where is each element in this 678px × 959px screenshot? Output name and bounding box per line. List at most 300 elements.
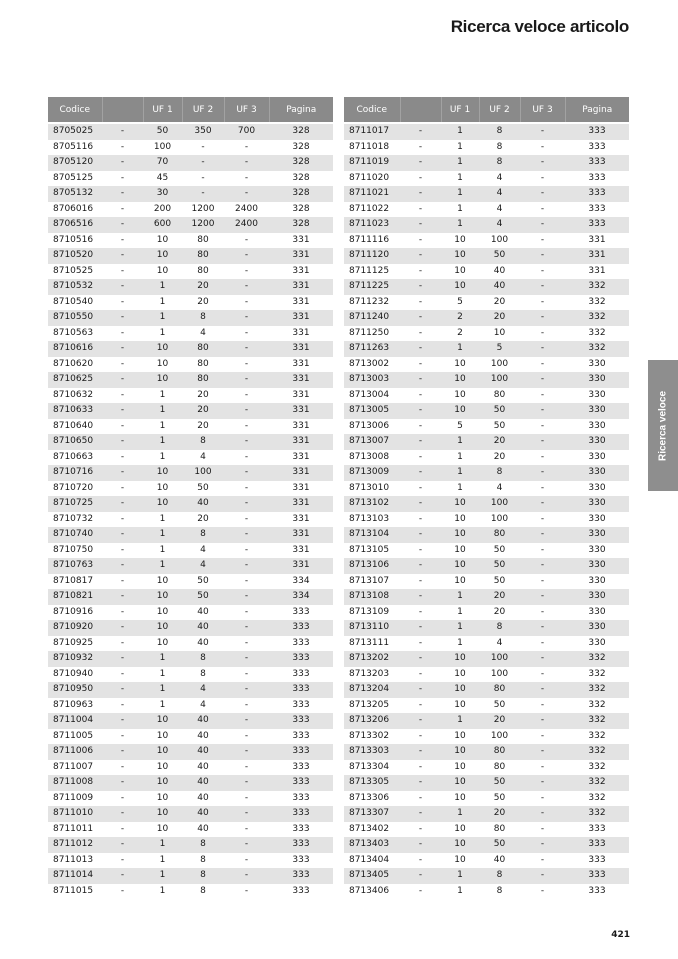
cell-dash: - <box>102 295 143 311</box>
cell-uf3: - <box>520 884 565 900</box>
cell-uf3: - <box>224 388 269 404</box>
cell-dash: - <box>102 419 143 435</box>
cell-uf2: 4 <box>479 217 520 233</box>
cell-uf3: - <box>520 682 565 698</box>
cell-dash: - <box>400 760 441 776</box>
cell-pagina: 331 <box>269 419 333 435</box>
table-row <box>48 279 333 295</box>
cell-pagina: 333 <box>565 155 629 171</box>
cell-dash: - <box>400 589 441 605</box>
table-row <box>48 558 333 574</box>
cell-uf2: 20 <box>479 310 520 326</box>
cell-uf1: 45 <box>143 171 182 187</box>
cell-uf3: - <box>224 822 269 838</box>
table-row <box>48 155 333 171</box>
cell-codice: 8710821 <box>48 589 102 605</box>
cell-uf3: - <box>520 822 565 838</box>
cell-uf2: 50 <box>479 558 520 574</box>
cell-dash: - <box>102 605 143 621</box>
cell-dash: - <box>400 155 441 171</box>
cell-uf2: 50 <box>182 481 224 497</box>
cell-pagina: 332 <box>565 682 629 698</box>
cell-dash: - <box>102 574 143 590</box>
cell-codice: 8713105 <box>344 543 400 559</box>
cell-codice: 8713009 <box>344 465 400 481</box>
cell-dash: - <box>400 574 441 590</box>
cell-codice: 8711022 <box>344 202 400 218</box>
cell-uf1: 10 <box>143 264 182 280</box>
cell-uf2: - <box>182 186 224 202</box>
table-row <box>344 744 629 760</box>
cell-dash: - <box>400 388 441 404</box>
cell-uf2: 80 <box>182 233 224 249</box>
cell-uf2: 8 <box>479 140 520 156</box>
cell-codice: 8710716 <box>48 465 102 481</box>
cell-uf1: 1 <box>441 186 479 202</box>
table-row <box>344 372 629 388</box>
page-title: Ricerca veloce articolo <box>450 17 629 36</box>
cell-uf1: 10 <box>143 341 182 357</box>
cell-codice: 8711009 <box>48 791 102 807</box>
table-row <box>344 341 629 357</box>
cell-uf2: 4 <box>479 186 520 202</box>
cell-dash: - <box>102 186 143 202</box>
table-row <box>344 698 629 714</box>
cell-uf1: 10 <box>441 248 479 264</box>
cell-pagina: 328 <box>269 123 333 140</box>
cell-uf1: 10 <box>441 233 479 249</box>
cell-uf3: - <box>224 884 269 900</box>
table-row <box>344 310 629 326</box>
cell-pagina: 333 <box>565 884 629 900</box>
cell-dash: - <box>400 171 441 187</box>
cell-pagina: 333 <box>565 217 629 233</box>
cell-uf1: 5 <box>441 419 479 435</box>
table-row <box>344 123 629 140</box>
cell-pagina: 331 <box>269 357 333 373</box>
cell-uf2: 80 <box>479 744 520 760</box>
cell-uf1: 10 <box>441 837 479 853</box>
cell-uf2: 40 <box>182 744 224 760</box>
cell-uf1: 10 <box>441 574 479 590</box>
cell-pagina: 331 <box>269 295 333 311</box>
cell-pagina: 332 <box>565 310 629 326</box>
cell-uf3: - <box>224 589 269 605</box>
cell-pagina: 331 <box>565 264 629 280</box>
cell-pagina: 330 <box>565 372 629 388</box>
cell-uf3: - <box>520 140 565 156</box>
cell-codice: 8711008 <box>48 775 102 791</box>
cell-uf1: 10 <box>441 512 479 528</box>
cell-uf2: 1200 <box>182 202 224 218</box>
cell-pagina: 331 <box>269 264 333 280</box>
cell-uf2: 40 <box>182 496 224 512</box>
cell-uf1: 1 <box>143 527 182 543</box>
cell-uf1: 10 <box>143 496 182 512</box>
cell-codice: 8710525 <box>48 264 102 280</box>
cell-uf2: 8 <box>182 837 224 853</box>
cell-uf1: 1 <box>143 419 182 435</box>
cell-uf2: 4 <box>182 543 224 559</box>
table-row <box>48 326 333 342</box>
cell-uf1: 10 <box>441 388 479 404</box>
table-row <box>48 527 333 543</box>
cell-uf3: - <box>224 775 269 791</box>
header-uf3: UF 3 <box>520 97 565 123</box>
cell-codice: 8713103 <box>344 512 400 528</box>
cell-uf1: 1 <box>441 713 479 729</box>
cell-uf2: 100 <box>182 465 224 481</box>
cell-uf1: 1 <box>143 310 182 326</box>
cell-uf3: - <box>224 574 269 590</box>
cell-pagina: 330 <box>565 527 629 543</box>
cell-uf2: 100 <box>479 233 520 249</box>
cell-pagina: 330 <box>565 543 629 559</box>
cell-uf2: 80 <box>182 248 224 264</box>
header-codice: Codice <box>344 97 400 123</box>
cell-pagina: 330 <box>565 605 629 621</box>
cell-uf3: - <box>224 853 269 869</box>
cell-uf3: - <box>520 496 565 512</box>
cell-dash: - <box>400 744 441 760</box>
cell-uf2: 350 <box>182 123 224 140</box>
cell-dash: - <box>102 682 143 698</box>
cell-uf3: - <box>224 729 269 745</box>
cell-uf1: 10 <box>143 248 182 264</box>
cell-uf3: - <box>224 419 269 435</box>
cell-uf2: 50 <box>479 248 520 264</box>
cell-uf3: - <box>224 295 269 311</box>
cell-pagina: 331 <box>269 450 333 466</box>
cell-codice: 8710725 <box>48 496 102 512</box>
cell-codice: 8713004 <box>344 388 400 404</box>
cell-codice: 8710663 <box>48 450 102 466</box>
cell-pagina: 332 <box>565 729 629 745</box>
table-row <box>48 372 333 388</box>
table-row <box>48 248 333 264</box>
cell-uf3: - <box>520 481 565 497</box>
cell-pagina: 330 <box>565 388 629 404</box>
table-row <box>344 853 629 869</box>
table-row <box>344 279 629 295</box>
cell-uf1: 1 <box>441 155 479 171</box>
cell-uf3: - <box>520 295 565 311</box>
cell-uf3: - <box>224 450 269 466</box>
cell-uf3: - <box>520 868 565 884</box>
cell-codice: 8705116 <box>48 140 102 156</box>
cell-uf2: 8 <box>182 651 224 667</box>
cell-codice: 8711021 <box>344 186 400 202</box>
cell-dash: - <box>102 248 143 264</box>
cell-codice: 8711232 <box>344 295 400 311</box>
cell-uf2: 8 <box>182 868 224 884</box>
cell-codice: 8711004 <box>48 713 102 729</box>
table-header-row <box>48 97 333 123</box>
cell-codice: 8710750 <box>48 543 102 559</box>
cell-dash: - <box>102 465 143 481</box>
cell-dash: - <box>102 310 143 326</box>
cell-uf3: - <box>224 527 269 543</box>
cell-codice: 8711015 <box>48 884 102 900</box>
cell-uf1: 1 <box>441 636 479 652</box>
cell-uf3: - <box>520 853 565 869</box>
table-row <box>344 233 629 249</box>
cell-dash: - <box>400 636 441 652</box>
table-row <box>48 123 333 140</box>
header-codice: Codice <box>48 97 102 123</box>
table-row <box>344 636 629 652</box>
cell-pagina: 330 <box>565 434 629 450</box>
cell-dash: - <box>400 837 441 853</box>
cell-uf2: - <box>182 140 224 156</box>
cell-pagina: 328 <box>269 155 333 171</box>
cell-codice: 8705132 <box>48 186 102 202</box>
cell-pagina: 333 <box>269 729 333 745</box>
cell-pagina: 331 <box>565 248 629 264</box>
cell-pagina: 331 <box>269 434 333 450</box>
cell-uf2: 100 <box>479 512 520 528</box>
cell-uf2: 50 <box>182 589 224 605</box>
cell-codice: 8713006 <box>344 419 400 435</box>
cell-pagina: 332 <box>565 806 629 822</box>
cell-pagina: 333 <box>565 868 629 884</box>
cell-dash: - <box>400 667 441 683</box>
cell-uf3: 700 <box>224 123 269 140</box>
cell-pagina: 333 <box>269 682 333 698</box>
cell-uf3: - <box>520 713 565 729</box>
cell-uf3: - <box>224 605 269 621</box>
cell-uf2: 80 <box>479 388 520 404</box>
table-row <box>48 713 333 729</box>
cell-dash: - <box>400 791 441 807</box>
cell-uf3: - <box>224 713 269 729</box>
table-row <box>344 713 629 729</box>
cell-codice: 8705125 <box>48 171 102 187</box>
table-row <box>344 543 629 559</box>
cell-uf2: 100 <box>479 651 520 667</box>
cell-uf3: - <box>520 465 565 481</box>
table-row <box>48 884 333 900</box>
cell-codice: 8711023 <box>344 217 400 233</box>
cell-dash: - <box>102 589 143 605</box>
cell-uf3: - <box>520 667 565 683</box>
cell-uf3: - <box>224 837 269 853</box>
cell-uf1: 10 <box>143 372 182 388</box>
cell-uf3: - <box>224 279 269 295</box>
cell-codice: 8710520 <box>48 248 102 264</box>
cell-uf3: - <box>224 744 269 760</box>
table-row <box>48 388 333 404</box>
cell-pagina: 330 <box>565 419 629 435</box>
cell-dash: - <box>400 543 441 559</box>
cell-uf3: - <box>224 791 269 807</box>
cell-uf2: 8 <box>479 620 520 636</box>
cell-pagina: 328 <box>269 217 333 233</box>
cell-uf2: 20 <box>479 295 520 311</box>
cell-uf2: 80 <box>182 341 224 357</box>
cell-uf2: 50 <box>479 791 520 807</box>
cell-pagina: 333 <box>565 822 629 838</box>
cell-codice: 8711250 <box>344 326 400 342</box>
cell-pagina: 333 <box>565 140 629 156</box>
cell-uf2: 8 <box>479 868 520 884</box>
cell-dash: - <box>102 868 143 884</box>
table-row <box>344 512 629 528</box>
cell-uf3: - <box>520 729 565 745</box>
table-row <box>48 264 333 280</box>
cell-uf1: 1 <box>143 403 182 419</box>
table-row <box>48 729 333 745</box>
cell-uf3: - <box>520 202 565 218</box>
cell-pagina: 331 <box>565 233 629 249</box>
cell-pagina: 333 <box>565 171 629 187</box>
cell-uf1: 10 <box>441 729 479 745</box>
header-uf2: UF 2 <box>479 97 520 123</box>
cell-uf1: 10 <box>143 465 182 481</box>
cell-codice: 8713305 <box>344 775 400 791</box>
cell-uf1: 10 <box>143 574 182 590</box>
cell-dash: - <box>102 388 143 404</box>
cell-codice: 8711005 <box>48 729 102 745</box>
cell-uf2: 80 <box>479 760 520 776</box>
cell-uf3: - <box>224 760 269 776</box>
cell-uf2: 20 <box>182 295 224 311</box>
cell-uf3: - <box>224 155 269 171</box>
cell-uf2: 50 <box>479 574 520 590</box>
cell-uf2: 8 <box>479 155 520 171</box>
cell-codice: 8711018 <box>344 140 400 156</box>
cell-uf3: 2400 <box>224 217 269 233</box>
cell-codice: 8711010 <box>48 806 102 822</box>
cell-dash: - <box>102 326 143 342</box>
table-row <box>344 403 629 419</box>
cell-uf1: 10 <box>441 698 479 714</box>
table-row <box>344 155 629 171</box>
cell-uf3: - <box>520 558 565 574</box>
cell-uf3: - <box>520 605 565 621</box>
cell-uf2: 20 <box>182 403 224 419</box>
cell-uf3: - <box>520 543 565 559</box>
cell-dash: - <box>102 636 143 652</box>
cell-codice: 8713204 <box>344 682 400 698</box>
cell-dash: - <box>102 837 143 853</box>
cell-pagina: 330 <box>565 512 629 528</box>
cell-codice: 8711020 <box>344 171 400 187</box>
cell-uf3: - <box>520 279 565 295</box>
cell-dash: - <box>102 791 143 807</box>
cell-uf2: 50 <box>479 419 520 435</box>
cell-uf1: 1 <box>143 667 182 683</box>
table-row <box>344 186 629 202</box>
cell-codice: 8711125 <box>344 264 400 280</box>
cell-pagina: 331 <box>269 527 333 543</box>
cell-dash: - <box>400 682 441 698</box>
table-row <box>48 791 333 807</box>
cell-codice: 8710516 <box>48 233 102 249</box>
table-row <box>48 419 333 435</box>
table-row <box>48 775 333 791</box>
cell-pagina: 333 <box>269 605 333 621</box>
cell-pagina: 333 <box>269 791 333 807</box>
cell-uf1: 10 <box>441 403 479 419</box>
table-row <box>344 682 629 698</box>
cell-codice: 8713205 <box>344 698 400 714</box>
cell-uf3: 2400 <box>224 202 269 218</box>
cell-uf3: - <box>224 186 269 202</box>
cell-uf1: 1 <box>143 884 182 900</box>
cell-uf2: 40 <box>479 853 520 869</box>
table-row <box>344 791 629 807</box>
cell-uf2: 5 <box>479 341 520 357</box>
cell-pagina: 332 <box>565 651 629 667</box>
cell-dash: - <box>400 217 441 233</box>
table-row <box>48 233 333 249</box>
cell-dash: - <box>102 651 143 667</box>
cell-uf1: 10 <box>143 775 182 791</box>
cell-uf1: 30 <box>143 186 182 202</box>
cell-codice: 8705120 <box>48 155 102 171</box>
cell-pagina: 331 <box>269 279 333 295</box>
cell-codice: 8710625 <box>48 372 102 388</box>
cell-dash: - <box>400 481 441 497</box>
table-row <box>344 326 629 342</box>
table-body-left <box>48 123 333 899</box>
cell-pagina: 331 <box>269 248 333 264</box>
cell-uf2: 40 <box>182 775 224 791</box>
cell-uf1: 1 <box>143 698 182 714</box>
cell-uf2: 80 <box>182 372 224 388</box>
cell-pagina: 328 <box>269 202 333 218</box>
cell-uf1: 1 <box>441 171 479 187</box>
cell-uf1: 70 <box>143 155 182 171</box>
cell-uf2: - <box>182 171 224 187</box>
cell-pagina: 333 <box>565 186 629 202</box>
cell-codice: 8711007 <box>48 760 102 776</box>
table-row <box>344 450 629 466</box>
table-row <box>344 605 629 621</box>
cell-dash: - <box>102 357 143 373</box>
cell-codice: 8711120 <box>344 248 400 264</box>
table-row <box>48 403 333 419</box>
cell-dash: - <box>400 279 441 295</box>
cell-uf1: 10 <box>143 822 182 838</box>
cell-uf1: 1 <box>143 543 182 559</box>
cell-uf1: 10 <box>441 853 479 869</box>
cell-uf1: 1 <box>143 558 182 574</box>
cell-codice: 8710763 <box>48 558 102 574</box>
cell-uf1: 10 <box>143 620 182 636</box>
cell-codice: 8711006 <box>48 744 102 760</box>
cell-codice: 8710916 <box>48 605 102 621</box>
cell-pagina: 333 <box>269 620 333 636</box>
cell-uf2: 50 <box>479 543 520 559</box>
cell-pagina: 330 <box>565 403 629 419</box>
cell-pagina: 333 <box>269 744 333 760</box>
table-row <box>344 388 629 404</box>
cell-uf1: 10 <box>441 496 479 512</box>
cell-pagina: 333 <box>269 636 333 652</box>
cell-pagina: 333 <box>565 123 629 140</box>
cell-uf1: 10 <box>143 713 182 729</box>
header-uf1: UF 1 <box>143 97 182 123</box>
cell-uf2: 80 <box>479 682 520 698</box>
cell-uf2: 8 <box>479 123 520 140</box>
cell-codice: 8710950 <box>48 682 102 698</box>
cell-codice: 8710817 <box>48 574 102 590</box>
cell-uf1: 1 <box>143 837 182 853</box>
cell-uf2: 40 <box>182 729 224 745</box>
cell-dash: - <box>400 419 441 435</box>
